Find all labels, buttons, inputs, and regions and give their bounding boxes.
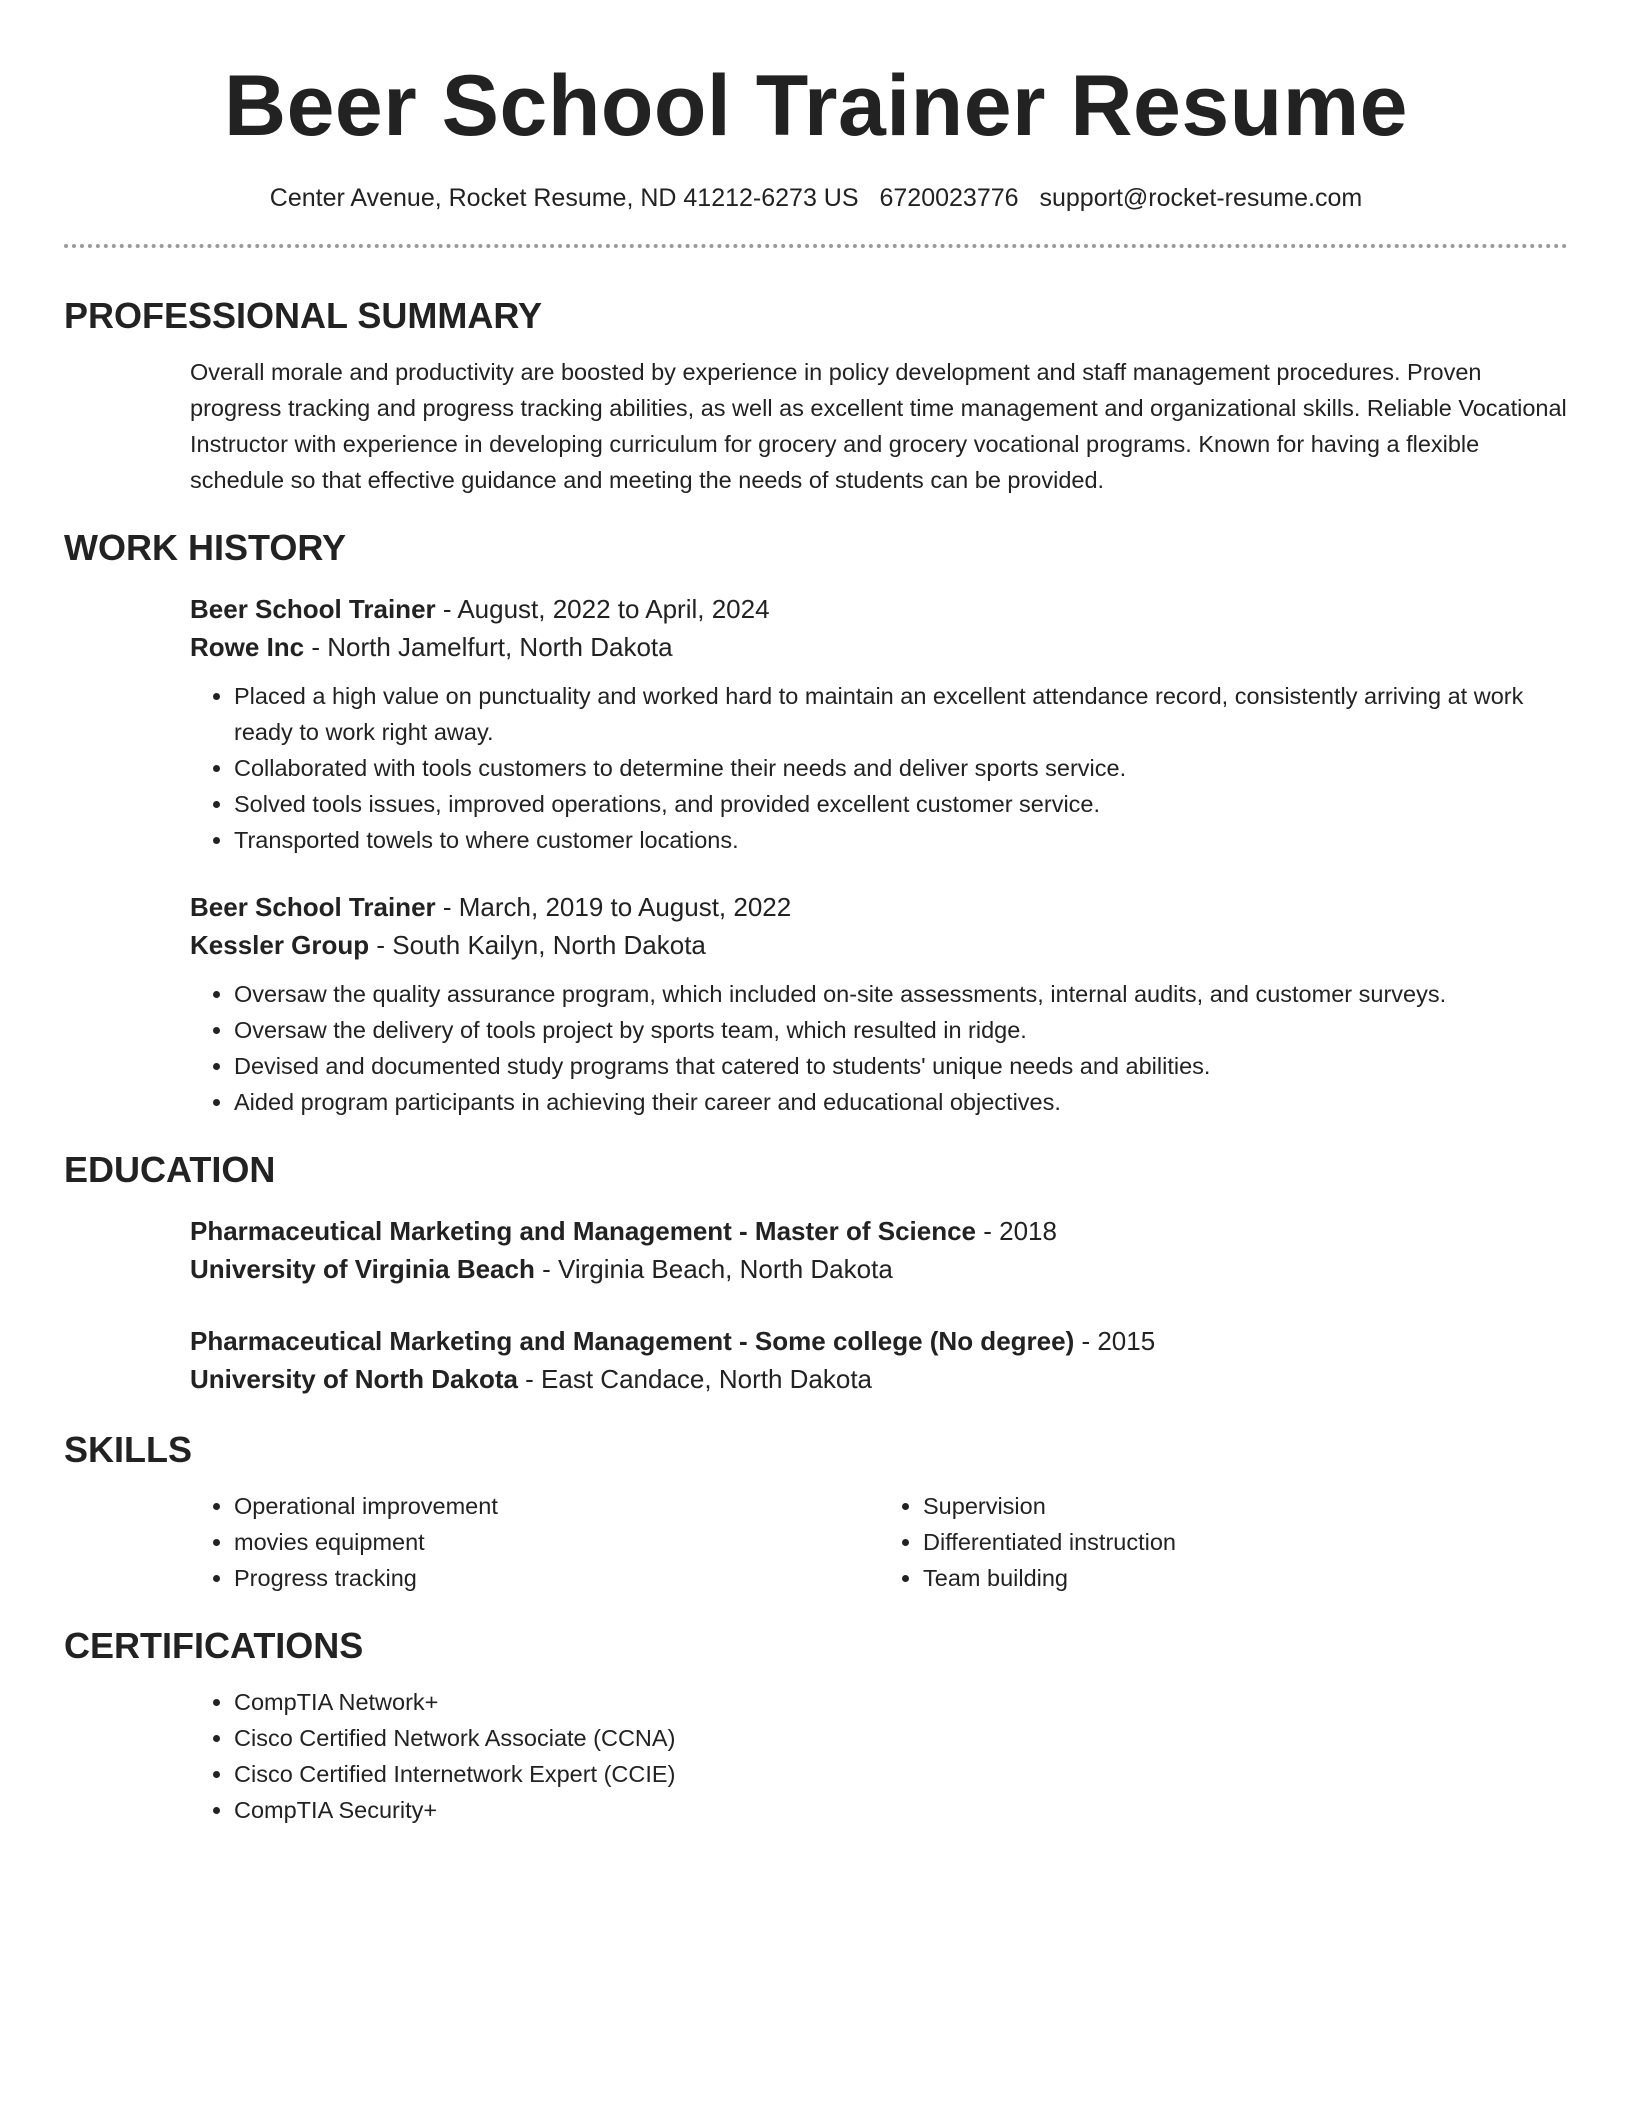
skill-item: • Progress tracking <box>234 1560 879 1596</box>
skills-column-right <box>879 1488 1568 1596</box>
skills-heading: SKILLS <box>64 1429 193 1470</box>
education-school: University of Virginia Beach <box>190 1254 535 1284</box>
job-title-line <box>190 590 1568 628</box>
contact-address: Center Avenue, Rocket Resume, ND 41212-6273 US <box>269 184 859 212</box>
job-bullet: • Devised and documented study programs that catered to students' unique needs and abilities. <box>234 1048 1568 1084</box>
education-degree: Pharmaceutical Marketing and Management - Some college (No degree) <box>190 1326 1075 1356</box>
job-bullet: • Solved tools issues, improved operations, and provided excellent customer service. <box>234 786 1568 822</box>
certifications-bullets <box>190 1684 1568 1828</box>
certification-item: • CompTIA Network+ <box>234 1684 1568 1720</box>
contact-line <box>64 182 1568 214</box>
education-location: - Virginia Beach, North Dakota <box>534 1254 893 1284</box>
job-bullets <box>190 678 1568 858</box>
education-year: - 2018 <box>976 1216 1057 1246</box>
education-entry <box>190 1212 1568 1288</box>
job-entry <box>190 888 1568 1120</box>
job-location: - South Kailyn, North Dakota <box>369 930 706 960</box>
certifications-list <box>190 1684 1568 1828</box>
job-company: Kessler Group <box>190 930 370 960</box>
summary-heading: PROFESSIONAL SUMMARY <box>64 295 543 336</box>
work-history-heading: WORK HISTORY <box>64 527 347 568</box>
certifications-heading: CERTIFICATIONS <box>64 1625 364 1666</box>
job-bullets <box>190 976 1568 1120</box>
skills-column-left <box>190 1488 879 1596</box>
certification-item: • CompTIA Security+ <box>234 1792 1568 1828</box>
job-bullet: • Oversaw the quality assurance program, which included on-site assessments, internal audits, and customer surveys. <box>234 976 1568 1012</box>
skill-item: • Supervision <box>923 1488 1568 1524</box>
job-location: - North Jamelfurt, North Dakota <box>304 632 673 662</box>
education-school-line <box>190 1250 1568 1288</box>
job-dates: - March, 2019 to August, 2022 <box>435 892 792 922</box>
job-title: Beer School Trainer <box>190 892 436 922</box>
resume-title: Beer School Trainer Resume <box>224 58 1408 154</box>
job-bullet: • Aided program participants in achieving their career and educational objectives. <box>234 1084 1568 1120</box>
education-degree-line <box>190 1212 1568 1250</box>
job-bullet: • Collaborated with tools customers to determine their needs and deliver sports service. <box>234 750 1568 786</box>
job-entry <box>190 590 1568 858</box>
contact-phone: 6720023776 <box>879 184 1019 212</box>
education-school: University of North Dakota <box>190 1364 518 1394</box>
education-degree: Pharmaceutical Marketing and Management - Master of Science <box>190 1216 977 1246</box>
certification-item: • Cisco Certified Internetwork Expert (CCIE) <box>234 1756 1568 1792</box>
job-company-line <box>190 926 1568 964</box>
job-company-line <box>190 628 1568 666</box>
skill-item: • Team building <box>923 1560 1568 1596</box>
job-bullet: • Placed a high value on punctuality and worked hard to maintain an excellent attendance record, consistently arriving at work ready to work right away. <box>234 678 1568 750</box>
job-company: Rowe Inc <box>190 632 305 662</box>
summary-text: Overall morale and productivity are boosted by experience in policy development and staff management procedures. Proven progress tracking and progress tracking abilities, as well as excellent time management and organizational skills. Reliable Vocational Instructor with experience in developing curriculum for grocery and grocery vocational programs. Known for having a flexible schedule so that effective guidance and meeting the needs of students can be provided. <box>190 359 1567 493</box>
job-title-line <box>190 888 1568 926</box>
education-school-line <box>190 1360 1568 1398</box>
job-dates: - August, 2022 to April, 2024 <box>435 594 770 624</box>
job-bullet: • Oversaw the delivery of tools project by sports team, which resulted in ridge. <box>234 1012 1568 1048</box>
job-bullet: • Transported towels to where customer locations. <box>234 822 1568 858</box>
job-title: Beer School Trainer <box>190 594 436 624</box>
header-divider <box>64 244 1568 248</box>
education-year: - 2015 <box>1074 1326 1156 1356</box>
skill-item: • movies equipment <box>234 1524 879 1560</box>
education-location: - East Candace, North Dakota <box>517 1364 873 1394</box>
skill-item: • Operational improvement <box>234 1488 879 1524</box>
education-heading: EDUCATION <box>64 1149 276 1190</box>
skills-grid <box>190 1488 1568 1596</box>
education-entry <box>190 1322 1568 1398</box>
contact-email: support@rocket-resume.com <box>1039 184 1363 212</box>
education-degree-line <box>190 1322 1568 1360</box>
certification-item: • Cisco Certified Network Associate (CCNA) <box>234 1720 1568 1756</box>
skill-item: • Differentiated instruction <box>923 1524 1568 1560</box>
